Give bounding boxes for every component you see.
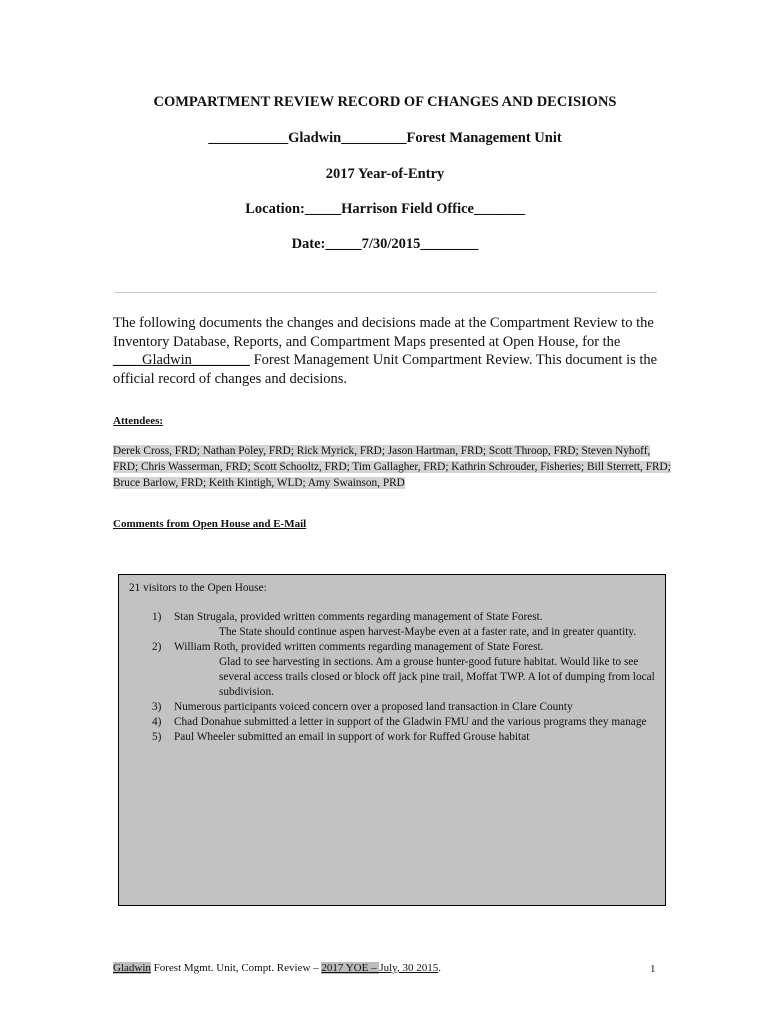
intro-paragraph bbox=[113, 314, 661, 388]
comment-text: Paul Wheeler submitted an email in support of work for Ruffed Grouse habitat bbox=[174, 731, 530, 743]
comments-box bbox=[118, 574, 666, 906]
comment-item bbox=[129, 715, 664, 730]
document-title: COMPARTMENT REVIEW RECORD OF CHANGES AND DECISIONS bbox=[153, 94, 617, 110]
comment-text: Numerous participants voiced concern over a proposed land transaction in Clare County bbox=[174, 701, 573, 713]
comment-text: Stan Strugala, provided written comments regarding management of State Forest. bbox=[174, 611, 543, 623]
page-footer bbox=[113, 962, 441, 974]
page-number: 1 bbox=[650, 963, 656, 975]
comment-text: William Roth, provided written comments regarding management of State Forest. bbox=[174, 641, 544, 653]
intro-text-after: Forest Management Unit Compartment Review. This document is the official record of changes and decisions. bbox=[113, 352, 658, 387]
comment-item bbox=[129, 610, 664, 640]
comment-text: Chad Donahue submitted a letter in support of the Gladwin FMU and the various programs they manage bbox=[174, 716, 647, 728]
unit-line: ___________Gladwin_________Forest Management Unit bbox=[208, 130, 562, 146]
comments-list bbox=[129, 610, 664, 745]
comment-detail: The State should continue aspen harvest-Maybe even at a faster rate, and in greater quantity. bbox=[219, 626, 637, 638]
footer-yoe: 2017 YOE – bbox=[321, 962, 380, 974]
footer-date: July, 30 2015 bbox=[379, 962, 439, 974]
footer-unit: Gladwin bbox=[113, 962, 151, 974]
comment-number: 2) bbox=[152, 641, 162, 653]
intro-unit-name: ____Gladwin________ bbox=[113, 352, 250, 368]
visitors-count-line: 21 visitors to the Open House: bbox=[129, 582, 267, 594]
comment-item bbox=[129, 730, 664, 745]
comments-heading: Comments from Open House and E-Mail bbox=[113, 518, 307, 530]
date-line: Date:_____7/30/2015________ bbox=[291, 236, 479, 252]
location-line: Location:_____Harrison Field Office_______ bbox=[245, 201, 525, 217]
attendees-text: Derek Cross, FRD; Nathan Poley, FRD; Rick Myrick, FRD; Jason Hartman, FRD; Scott Throop, FRD; Steven Nyhoff, FRD; Chris Wasserman, FRD; Scott Schooltz, FRD; Tim Gallagher, FRD; Kathrin Schrouder, Fisheries; Bill Sterrett, FRD; Bruce Barlow, FRD; Keith Kintigh, WLD; Amy Swainson, PRD bbox=[113, 445, 671, 489]
footer-period: . bbox=[438, 962, 441, 974]
comment-item bbox=[129, 640, 664, 700]
comment-detail: Glad to see harvesting in sections. Am a grouse hunter-good future habitat. Would like to see several access trails closed or block off jack pine trail, Moffat TWP. A lot of dumping from local subdivision. bbox=[219, 656, 655, 698]
attendees-list bbox=[113, 443, 673, 491]
year-of-entry-line: 2017 Year-of-Entry bbox=[325, 166, 445, 182]
footer-text: Forest Mgmt. Unit, Compt. Review – bbox=[150, 962, 322, 974]
comment-item bbox=[129, 700, 664, 715]
comment-number: 1) bbox=[152, 611, 162, 623]
comment-number: 5) bbox=[152, 731, 162, 743]
intro-text-before: The following documents the changes and decisions made at the Compartment Review to the Inventory Database, Reports, and Compartment Maps presented at Open House, for the bbox=[113, 315, 654, 350]
attendees-heading: Attendees: bbox=[113, 415, 164, 427]
horizontal-divider bbox=[114, 292, 657, 293]
comment-number: 3) bbox=[152, 701, 162, 713]
comment-number: 4) bbox=[152, 716, 162, 728]
